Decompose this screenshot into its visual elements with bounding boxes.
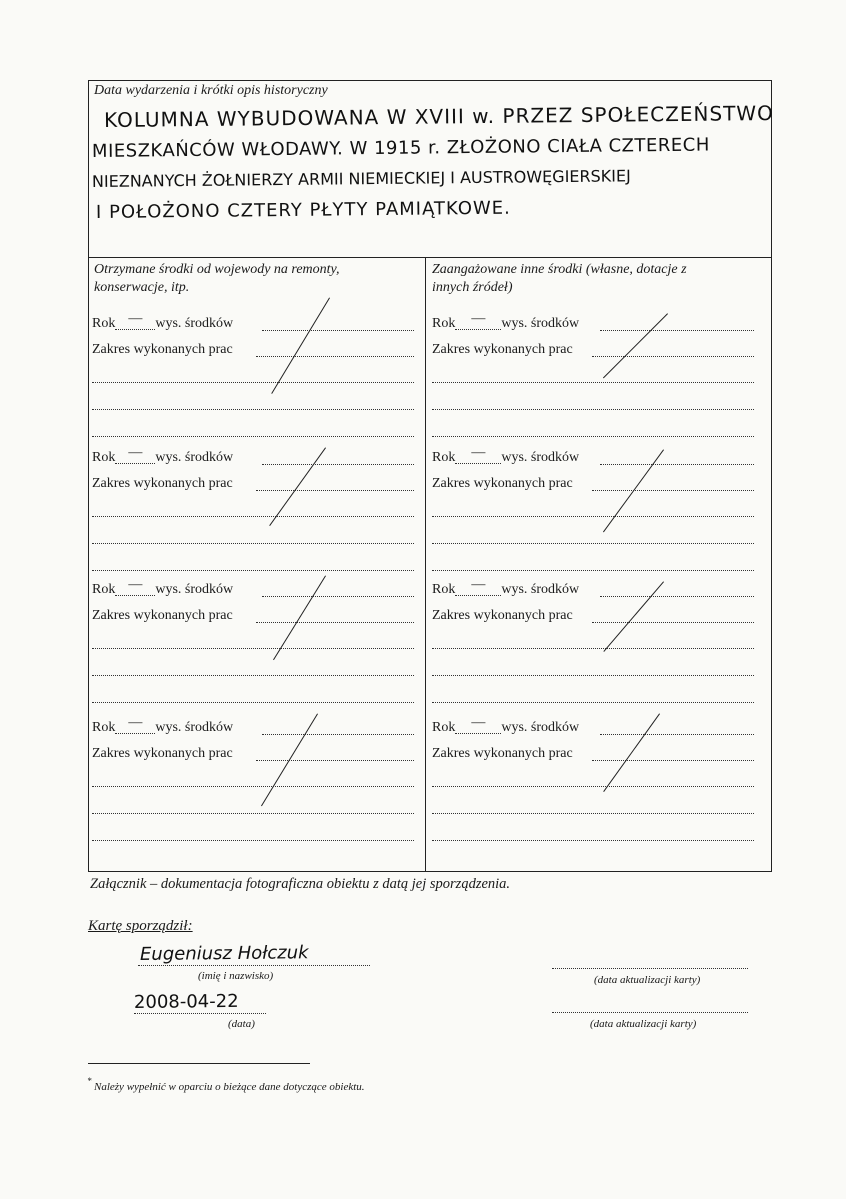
left-entry-4-scope-line: [256, 760, 414, 761]
wys-label: wys. środków: [155, 582, 234, 597]
right-entry-4-blank-line: [432, 840, 754, 841]
footnote-text: Należy wypełnić w oparciu o bieżące dane dotyczące obiektu.: [94, 1081, 365, 1093]
attachment-note: Załącznik – dokumentacja fotograficzna obiektu z datą jej sporządzenia.: [90, 876, 511, 892]
preparer-name-caption: (imię i nazwisko): [198, 970, 274, 982]
left-entry-3-blank-line: [92, 675, 414, 676]
left-entry-1-scope-line: [256, 356, 414, 357]
right-entry-3-scope-line: [592, 622, 754, 623]
rok-value: —: [128, 445, 143, 460]
left-entry-3-rok: [92, 577, 234, 599]
left-entry-3-blank-line: [92, 648, 414, 649]
left-entry-2-blank-line: [92, 516, 414, 517]
wys-label: wys. środków: [501, 582, 580, 597]
left-entry-4-blank-line: [92, 786, 414, 787]
update-date-caption-2: (data aktualizacji karty): [590, 1018, 697, 1030]
rok-value: —: [471, 715, 486, 730]
wys-label: wys. środków: [501, 720, 580, 735]
right-entry-3-amount-line: [600, 596, 754, 597]
rok-label: Rok: [92, 450, 116, 465]
rok-value: —: [128, 311, 143, 326]
right-entry-1-blank-line: [432, 382, 754, 383]
preparer-name: Eugeniusz Hołczuk: [139, 942, 309, 965]
left-column-label-2: konserwacje, itp.: [94, 280, 190, 295]
rok-value: —: [128, 577, 143, 592]
update-date-line-1: [552, 968, 748, 969]
right-entry-1-blank-line: [432, 436, 754, 437]
right-entry-1-rok: [432, 311, 580, 333]
right-entry-1-blank-line: [432, 409, 754, 410]
rok-label: Rok: [92, 316, 116, 331]
rok-value: —: [128, 715, 143, 730]
left-column-label-1: Otrzymane środki od wojewody na remonty,: [94, 262, 340, 277]
wys-label: wys. środków: [501, 316, 580, 331]
rok-label: Rok: [92, 582, 116, 597]
right-entry-3-zakres: Zakres wykonanych prac: [432, 608, 573, 623]
right-entry-4-rok: [432, 715, 580, 737]
rok-label: Rok: [432, 720, 456, 735]
right-entry-2-blank-line: [432, 570, 754, 571]
left-entry-4-amount-line: [262, 734, 414, 735]
right-entry-2-rok: [432, 445, 580, 467]
right-entry-4-blank-line: [432, 786, 754, 787]
rok-label: Rok: [92, 720, 116, 735]
column-divider: [425, 258, 426, 872]
left-entry-2-blank-line: [92, 543, 414, 544]
history-line-4: I POŁOŻONO CZTERY PŁYTY PAMIĄTKOWE.: [95, 197, 511, 223]
right-entry-2-scope-line: [592, 490, 754, 491]
right-entry-4-blank-line: [432, 813, 754, 814]
rok-label: Rok: [432, 450, 456, 465]
left-entry-1-amount-line: [262, 330, 414, 331]
left-entry-1-blank-line: [92, 382, 414, 383]
right-entry-2-blank-line: [432, 543, 754, 544]
left-entry-2-amount-line: [262, 464, 414, 465]
right-entry-4-scope-line: [592, 760, 754, 761]
right-entry-3-rok: [432, 577, 580, 599]
right-entry-2-blank-line: [432, 516, 754, 517]
preparer-name-line: [138, 965, 370, 966]
left-entry-4-blank-line: [92, 840, 414, 841]
prepared-by-label: Kartę sporządził:: [88, 918, 193, 934]
right-entry-1-scope-line: [592, 356, 754, 357]
footnote-mark: *: [87, 1076, 92, 1086]
left-entry-4-rok: [92, 715, 234, 737]
prepared-date: 2008-04-22: [133, 990, 239, 1013]
right-entry-2-zakres: Zakres wykonanych prac: [432, 476, 573, 491]
history-line-1: KOLUMNA WYBUDOWANA W XVIII w. PRZEZ SPOŁECZEŃSTWO: [103, 100, 774, 132]
left-entry-1-blank-line: [92, 409, 414, 410]
left-entry-1-zakres: Zakres wykonanych prac: [92, 342, 233, 357]
left-entry-4-zakres: Zakres wykonanych prac: [92, 746, 233, 761]
left-entry-2-scope-line: [256, 490, 414, 491]
rok-value: —: [471, 577, 486, 592]
wys-label: wys. środków: [155, 316, 234, 331]
right-entry-1-amount-line: [600, 330, 754, 331]
left-entry-3-amount-line: [262, 596, 414, 597]
left-entry-3-zakres: Zakres wykonanych prac: [92, 608, 233, 623]
right-entry-4-zakres: Zakres wykonanych prac: [432, 746, 573, 761]
prepared-date-caption: (data): [228, 1018, 255, 1030]
history-line-2: MIESZKAŃCÓW WŁODAWY. W 1915 r. ZŁOŻONO CIAŁA CZTERECH: [91, 134, 710, 162]
update-date-line-2: [552, 1012, 748, 1013]
wys-label: wys. środków: [501, 450, 580, 465]
rok-value: —: [471, 445, 486, 460]
history-label: Data wydarzenia i krótki opis historyczny: [94, 83, 328, 98]
wys-label: wys. środków: [155, 450, 234, 465]
right-entry-4-amount-line: [600, 734, 754, 735]
right-entry-3-blank-line: [432, 648, 754, 649]
right-entry-3-blank-line: [432, 702, 754, 703]
right-entry-2-amount-line: [600, 464, 754, 465]
right-column-label-1: Zaangażowane inne środki (własne, dotacje z: [432, 262, 687, 277]
history-line-3: NIEZNANYCH ŻOŁNIERZY ARMII NIEMIECKIEJ I AUSTROWĘGIERSKIEJ: [91, 166, 631, 191]
wys-label: wys. środków: [155, 720, 234, 735]
left-entry-3-scope-line: [256, 622, 414, 623]
footnote-separator: [88, 1063, 310, 1064]
left-entry-1-blank-line: [92, 436, 414, 437]
left-entry-1-rok: [92, 311, 234, 333]
prepared-date-line: [134, 1013, 266, 1014]
update-date-caption-1: (data aktualizacji karty): [594, 974, 701, 986]
right-entry-3-blank-line: [432, 675, 754, 676]
right-column-label-2: innych źródeł): [432, 280, 513, 295]
rok-label: Rok: [432, 316, 456, 331]
left-entry-4-blank-line: [92, 813, 414, 814]
left-entry-2-zakres: Zakres wykonanych prac: [92, 476, 233, 491]
right-entry-1-zakres: Zakres wykonanych prac: [432, 342, 573, 357]
rok-value: —: [471, 311, 486, 326]
left-entry-2-rok: [92, 445, 234, 467]
left-entry-3-blank-line: [92, 702, 414, 703]
left-entry-2-blank-line: [92, 570, 414, 571]
rok-label: Rok: [432, 582, 456, 597]
